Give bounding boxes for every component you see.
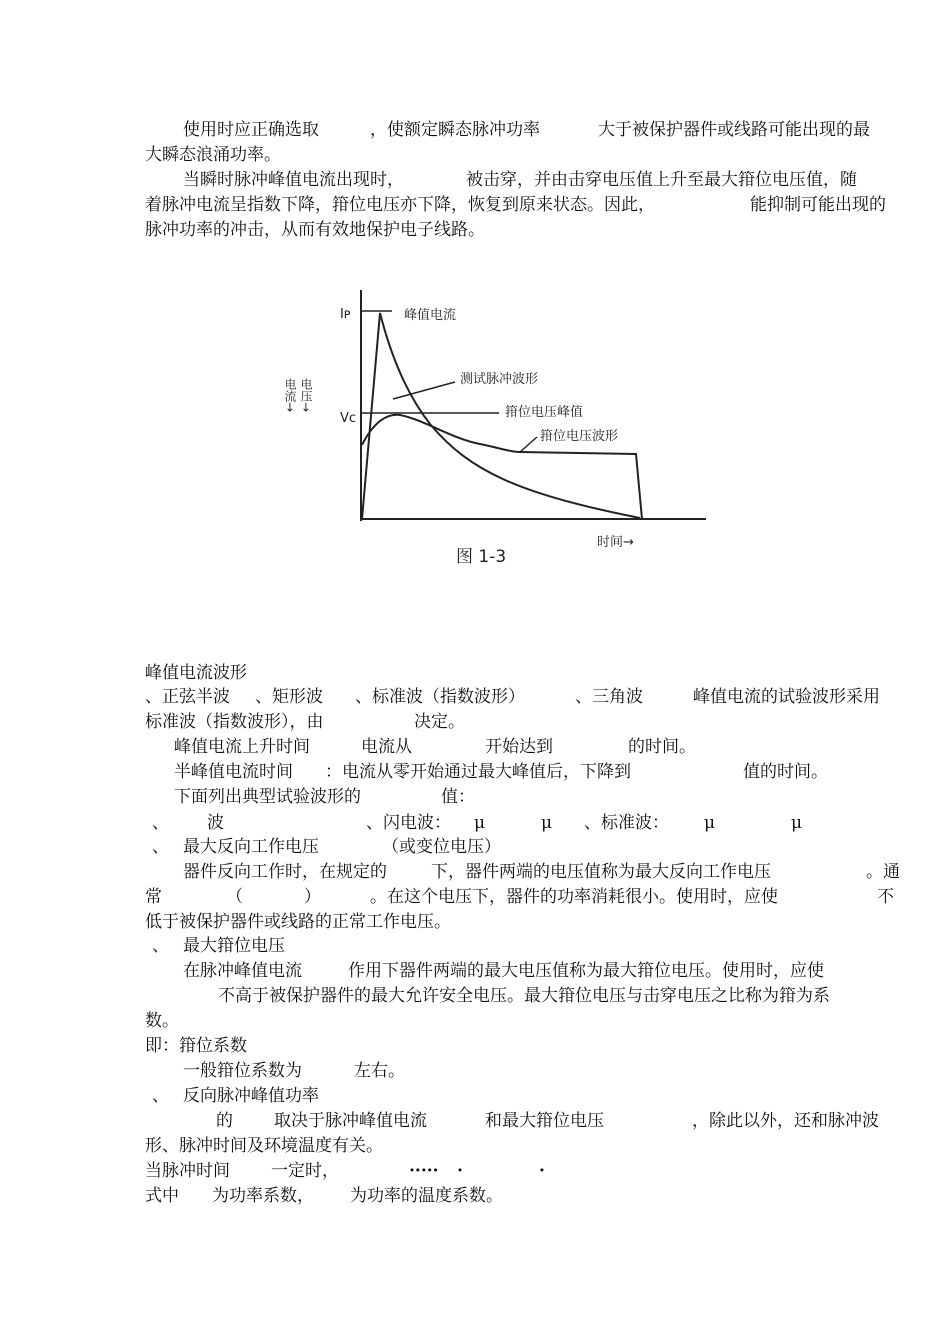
text-run: 。通 [866,862,900,882]
text-run: ） [304,887,321,907]
text-run: 为功率的温度系数。 [350,1186,503,1206]
text-run: 即：箝位系数 [145,1036,247,1056]
clamp-peak-label: 箝位电压峰值 [505,405,584,420]
leader-clamp-wave [520,437,537,452]
text-run: 电流从 [361,737,412,757]
text-run: 反向脉冲峰值功率 [183,1086,319,1106]
leader-test-pulse [393,382,455,399]
text-run: 被击穿，并由击穿电压值上升至最大箝位电压值，随 [466,170,857,190]
text-run: 开始达到 [485,737,553,757]
text-run: 半峰值电流时间 [174,762,293,782]
text-run: 最大反向工作电压 [183,837,319,857]
figure-caption: 图 1-3 [456,547,507,567]
x-axis-title: 时间→ [597,535,634,550]
text-run: 、 [152,813,169,833]
text-run: · [457,1161,463,1181]
text-run: 脉冲功率的冲击，从而有效地保护电子线路。 [145,220,485,240]
text-run: 值： [441,787,475,807]
text-run: 值的时间。 [743,762,828,782]
text-run: 峰值电流上升时间 [174,737,310,757]
text-run: 大于被保护器件或线路可能出现的最 [598,120,870,140]
text-run: 器件反向工作时，在规定的 [183,862,387,882]
text-run: 使用时应正确选取 [183,120,319,140]
text-run: 、矩形波 [255,687,323,707]
text-run: 、闪电波： [366,813,451,833]
text-run: 不 [877,887,894,907]
text-run: 、 [152,936,169,956]
ip-label: Iᴘ [340,307,351,322]
text-run: 形、脉冲时间及环境温度有关。 [145,1136,383,1156]
text-run: 当脉冲时间 [145,1161,230,1181]
text-run: 取决于脉冲峰值电流 [274,1111,427,1131]
text-run: 常 [145,887,162,907]
text-run: 最大箝位电压 [183,936,285,956]
y-axis-title-voltage: 电压→ [299,378,313,413]
text-run: 一般箝位系数为 [183,1061,302,1081]
text-run: μ [474,813,486,833]
text-run: ，除此以外，还和脉冲波 [692,1111,879,1131]
text-run: 下，器件两端的电压值称为最大反向工作电压 [431,862,771,882]
text-run: 能抑制可能出现的 [750,195,886,215]
text-run: 在脉冲峰值电流 [183,961,302,981]
text-run: 标准波（指数波形），由 [145,712,324,732]
clamp-wave-label: 箝位电压波形 [540,429,619,444]
text-run: 当瞬时脉冲峰值电流出现时， [183,170,404,190]
figure-1-3 [0,0,950,600]
text-run: 式中 [145,1186,179,1206]
text-run: 下面列出典型试验波形的 [174,787,361,807]
text-run: 、三角波 [575,687,643,707]
text-run: · [539,1161,545,1181]
text-run: μ [541,813,553,833]
text-run: 数。 [145,1011,179,1031]
text-run: 、 [152,1086,169,1106]
text-run: 和最大箝位电压 [485,1111,604,1131]
text-run: 波 [207,813,224,833]
text-run: 、 [152,837,169,857]
text-run: 、标准波（指数波形） [355,687,525,707]
text-run: 一定时， [271,1161,339,1181]
text-run: ：电流从零开始通过最大峰值后，下降到 [325,762,631,782]
text-run: 左右。 [354,1061,405,1081]
text-run: 。在这个电压下，器件的功率消耗很小。使用时，应使 [370,887,778,907]
text-run: μ [791,813,803,833]
text-run: 着脉冲电流呈指数下降，箝位电压亦下降，恢复到原来状态。因此， [145,195,655,215]
text-run: 大瞬态浪涌功率。 [145,145,281,165]
text-run: 的时间。 [628,737,696,757]
text-run: 不高于被保护器件的最大允许安全电压。最大箝位电压与击穿电压之比称为箝为系 [218,986,830,1006]
text-run: 的 [216,1111,233,1131]
text-run: ，使额定瞬态脉冲功率 [370,120,540,140]
text-run: 、正弦半波 [145,687,230,707]
text-run: （或变位电压） [382,837,501,857]
text-run: 、标准波： [584,813,669,833]
text-run: 为功率系数， [212,1186,314,1206]
text-run: 低于被保护器件或线路的正常工作电压。 [145,912,451,932]
y-axis-title-current: 电流→ [283,378,297,413]
text-run: 决定。 [414,712,465,732]
text-run: （ [226,887,243,907]
text-run: ····· [409,1161,439,1181]
text-run: 作用下器件两端的最大电压值称为最大箝位电压。使用时，应使 [348,961,824,981]
text-run: μ [704,813,716,833]
peak-current-label: 峰值电流 [404,308,457,323]
text-run: 峰值电流波形 [145,663,247,683]
test-pulse-label: 测试脉冲波形 [460,372,539,387]
vc-label: Vc [340,411,357,426]
text-run: 峰值电流的试验波形采用 [693,687,880,707]
